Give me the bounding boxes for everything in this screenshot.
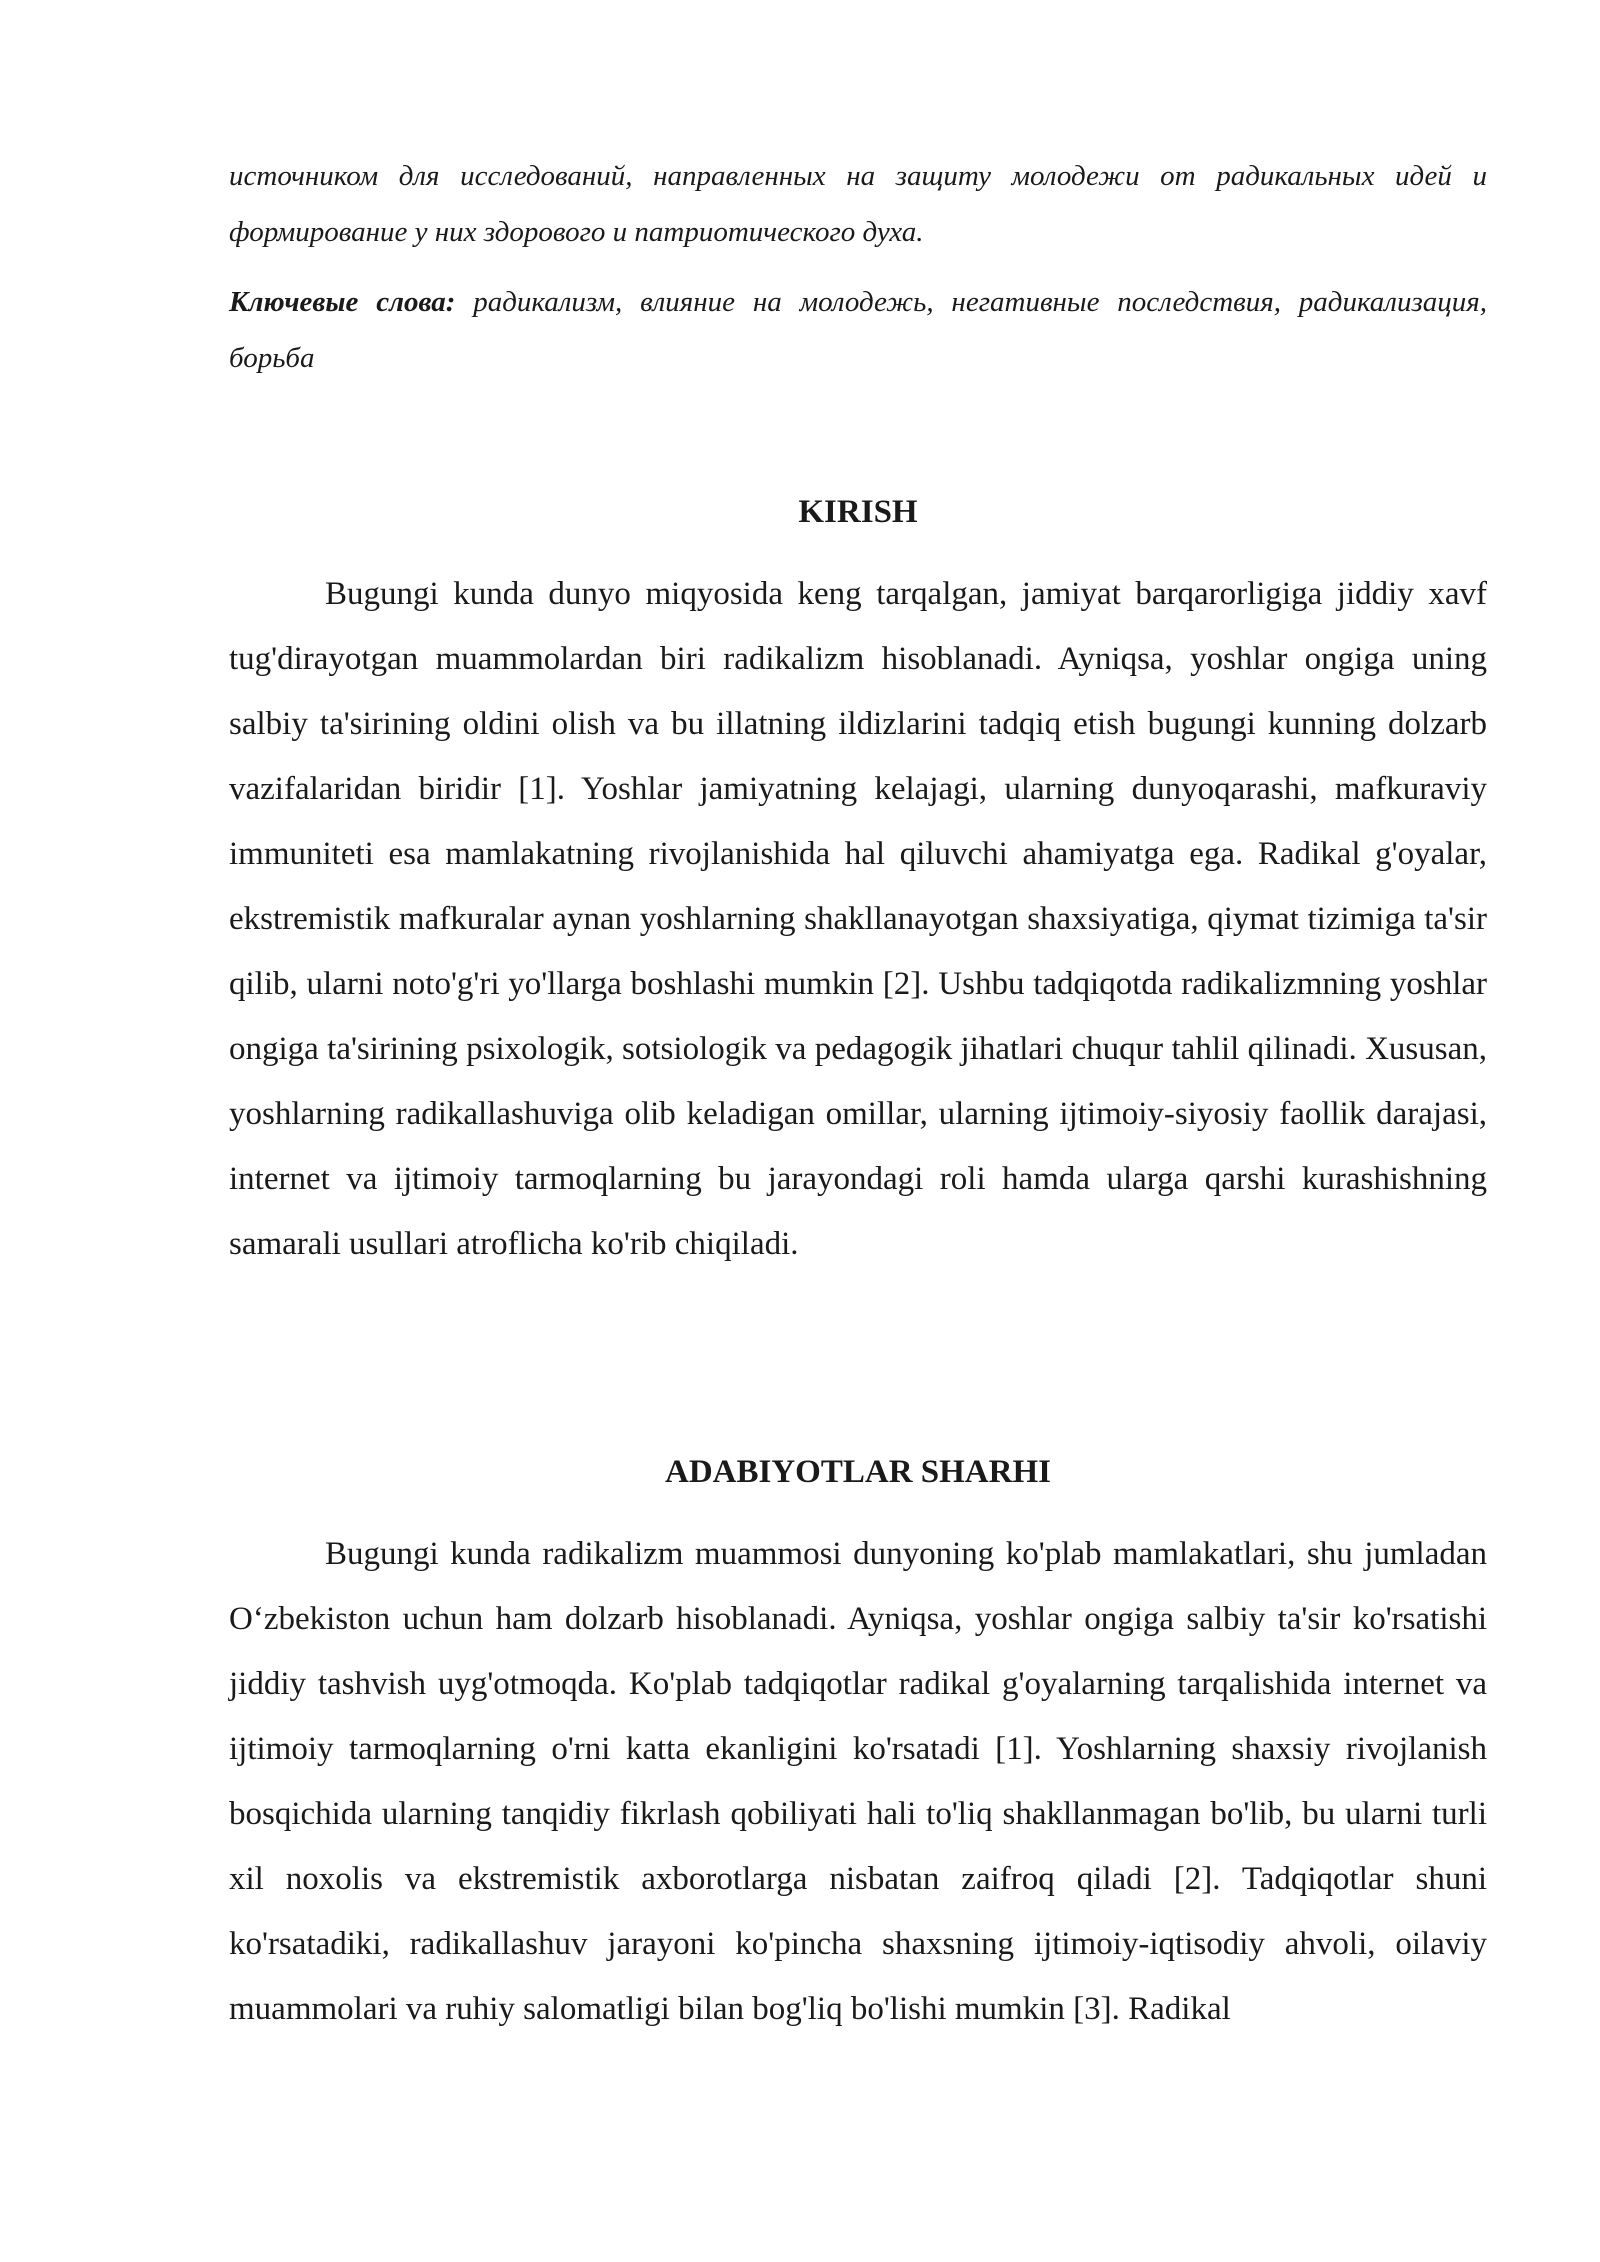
section-heading-adabiyotlar-sharhi: ADABIYOTLAR SHARHI	[665, 1454, 1051, 1490]
keywords-text: радикализм, влияние на молодежь, негативные последствия, радикализация, борьба	[229, 286, 1487, 374]
abstract-block	[229, 148, 1487, 386]
section-paragraph-adabiyotlar-sharhi: Bugungi kunda radikalizm muammosi dunyoning ko'plab mamlakatlari, shu jumladan O‘zbekiston uchun ham dolzarb hisoblanadi. Ayniqsa, yoshlar ongiga salbiy ta'sir ko'rsatishi jiddiy tashvish uyg'otmoqda. Ko'plab tadqiqotlar radikal g'oyalarning tarqalishida internet va ijtimoiy tarmoqlarning o'rni katta ekanligini ko'rsatadi [1]. Yoshlarning shaxsiy rivojlanish bosqichida ularning tanqidiy fikrlash qobiliyati hali to'liq shakllanmagan bo'lib, bu ularni turli xil noxolis va ekstremistik axborotlarga nisbatan zaifroq qiladi [2]. Tadqiqotlar shuni ko'rsatadiki, radikallashuv jarayoni ko'pincha shaxsning ijtimoiy-iqtisodiy ahvoli, oilaviy muammolari va ruhiy salomatligi bilan bog'liq bo'lishi mumkin [3]. Radikal	[229, 1536, 1487, 2027]
abstract-tail-text: источником для исследований, направленных на защиту молодежи от радикальных идей и формирование у них здорового и патриотического духа.	[229, 160, 1487, 248]
keywords-paragraph	[229, 274, 1487, 386]
section-heading-kirish: KIRISH	[798, 494, 918, 530]
section-paragraph-kirish: Bugungi kunda dunyo miqyosida keng tarqalgan, jamiyat barqarorligiga jiddiy xavf tug'dirayotgan muammolardan biri radikalizm hisoblanadi. Ayniqsa, yoshlar ongiga uning salbiy ta'sirining oldini olish va bu illatning ildizlarini tadqiq etish bugungi kunning dolzarb vazifalaridan biridir [1]. Yoshlar jamiyatning kelajagi, ularning dunyoqarashi, mafkuraviy immuniteti esa mamlakatning rivojlanishida hal qiluvchi ahamiyatga ega. Radikal g'oyalar, ekstremistik mafkuralar aynan yoshlarning shakllanayotgan shaxsiyatiga, qiymat tizimiga ta'sir qilib, ularni noto'g'ri yo'llarga boshlashi mumkin [2]. Ushbu tadqiqotda radikalizmning yoshlar ongiga ta'sirining psixologik, sotsiologik va pedagogik jihatlari chuqur tahlil qilinadi. Xususan, yoshlarning radikallashuviga olib keladigan omillar, ularning ijtimoiy-siyosiy faollik darajasi, internet va ijtimoiy tarmoqlarning bu jarayondagi roli hamda ularga qarshi kurashishning samarali usullari atroflicha ko'rib chiqiladi.	[229, 576, 1487, 1262]
keywords-label: Ключевые слова:	[229, 286, 456, 318]
